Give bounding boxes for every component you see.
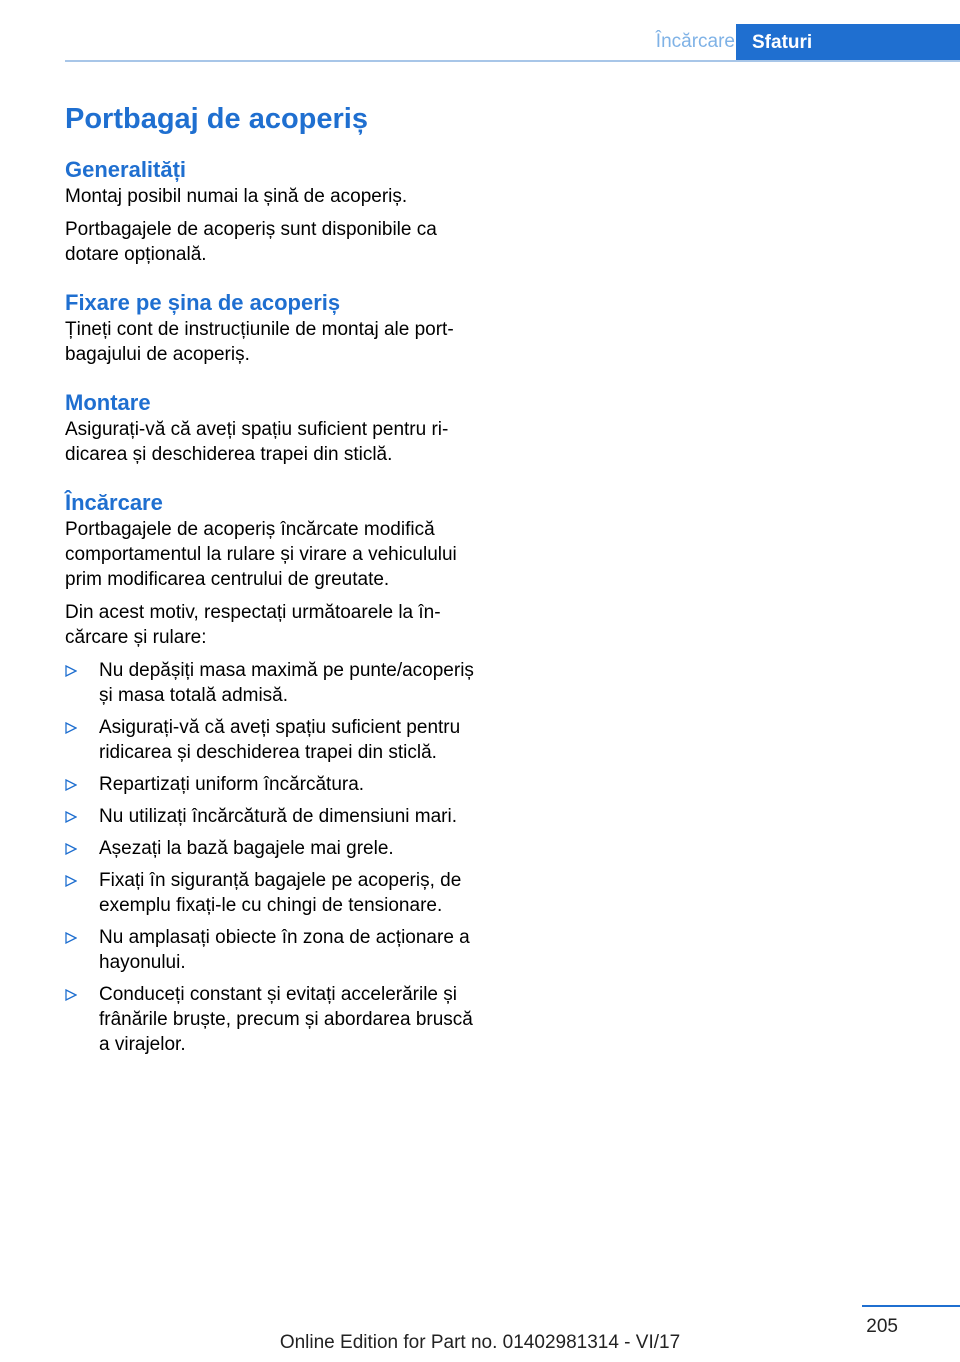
section-heading: Încărcare (65, 490, 163, 515)
list-item-text: Nu depășiți masa maximă pe punte/acoperiș și masa totală admisă. (99, 660, 474, 706)
paragraph: Montaj posibil numai la șină de acoperiș. (65, 186, 408, 207)
list-item-text: Nu utilizați încărcătură de dimensiuni mari. (99, 806, 457, 827)
header-chapter-tab: Sfaturi (736, 24, 960, 62)
list-item-text: Nu amplasați obiecte în zona de acționare a hayonului. (99, 927, 470, 973)
list-item (65, 836, 483, 861)
section-heading: Generalități (65, 157, 187, 182)
list-item-text: Repartizați uniform încărcătura. (99, 774, 365, 795)
paragraph: Portbagajele de acoperiș sunt disponibile ca dotare opțională. (65, 219, 437, 265)
triangle-bullet-icon (65, 665, 77, 677)
list-item (65, 804, 483, 829)
page-content (65, 100, 483, 1079)
paragraph: Țineți cont de instrucțiunile de montaj ale portbagajului de acoperiș. (65, 319, 454, 365)
section-heading: Fixare pe șina de acoperiș (65, 290, 341, 315)
list-item (65, 868, 483, 918)
triangle-bullet-icon (65, 811, 77, 823)
list-item (65, 772, 483, 797)
triangle-bullet-icon (65, 875, 77, 887)
paragraph: Asigurați-vă că aveți spațiu suficient pentru ridicarea și deschiderea trapei din sticlă. (65, 419, 449, 465)
list-item-text: Așezați la bază bagajele mai grele. (99, 838, 394, 859)
page-number-rule (862, 1305, 960, 1307)
list-item (65, 982, 483, 1057)
list-item (65, 925, 483, 975)
section-loading (65, 489, 483, 1057)
section-general (65, 156, 483, 267)
paragraph: Din acest motiv, respectați următoarele la încărcare și rulare: (65, 602, 441, 648)
header-divider (65, 60, 960, 62)
list-item-text: Fixați în siguranță bagajele pe acoperiș, de exemplu fixați-le cu chingi de tensionare. (99, 870, 462, 916)
triangle-bullet-icon (65, 843, 77, 855)
triangle-bullet-icon (65, 989, 77, 1001)
list-item-text: Conduceți constant și evitați accelerările și frânările bruște, precum și abordarea bruscă a virajelor. (99, 984, 473, 1055)
header-section-label: Încărcare (655, 31, 735, 52)
section-rail-mounting (65, 289, 483, 367)
list-item (65, 658, 483, 708)
section-installation (65, 389, 483, 467)
footer-edition-text: Online Edition for Part no. 01402981314 - VI/17 (279, 1332, 681, 1353)
loading-rules-list (65, 658, 483, 1057)
paragraph: Portbagajele de acoperiș încărcate modifică comportamentul la rulare și virare a vehiculului prim modificarea centrului de greutate. (65, 519, 457, 590)
page-title: Portbagaj de acoperiș (65, 103, 368, 135)
page-number: 205 (866, 1316, 898, 1337)
triangle-bullet-icon (65, 722, 77, 734)
section-heading: Montare (65, 390, 151, 415)
triangle-bullet-icon (65, 932, 77, 944)
list-item (65, 715, 483, 765)
list-item-text: Asigurați-vă că aveți spațiu suficient pentru ridicarea și deschiderea trapei din sticlă. (99, 717, 461, 763)
triangle-bullet-icon (65, 779, 77, 791)
